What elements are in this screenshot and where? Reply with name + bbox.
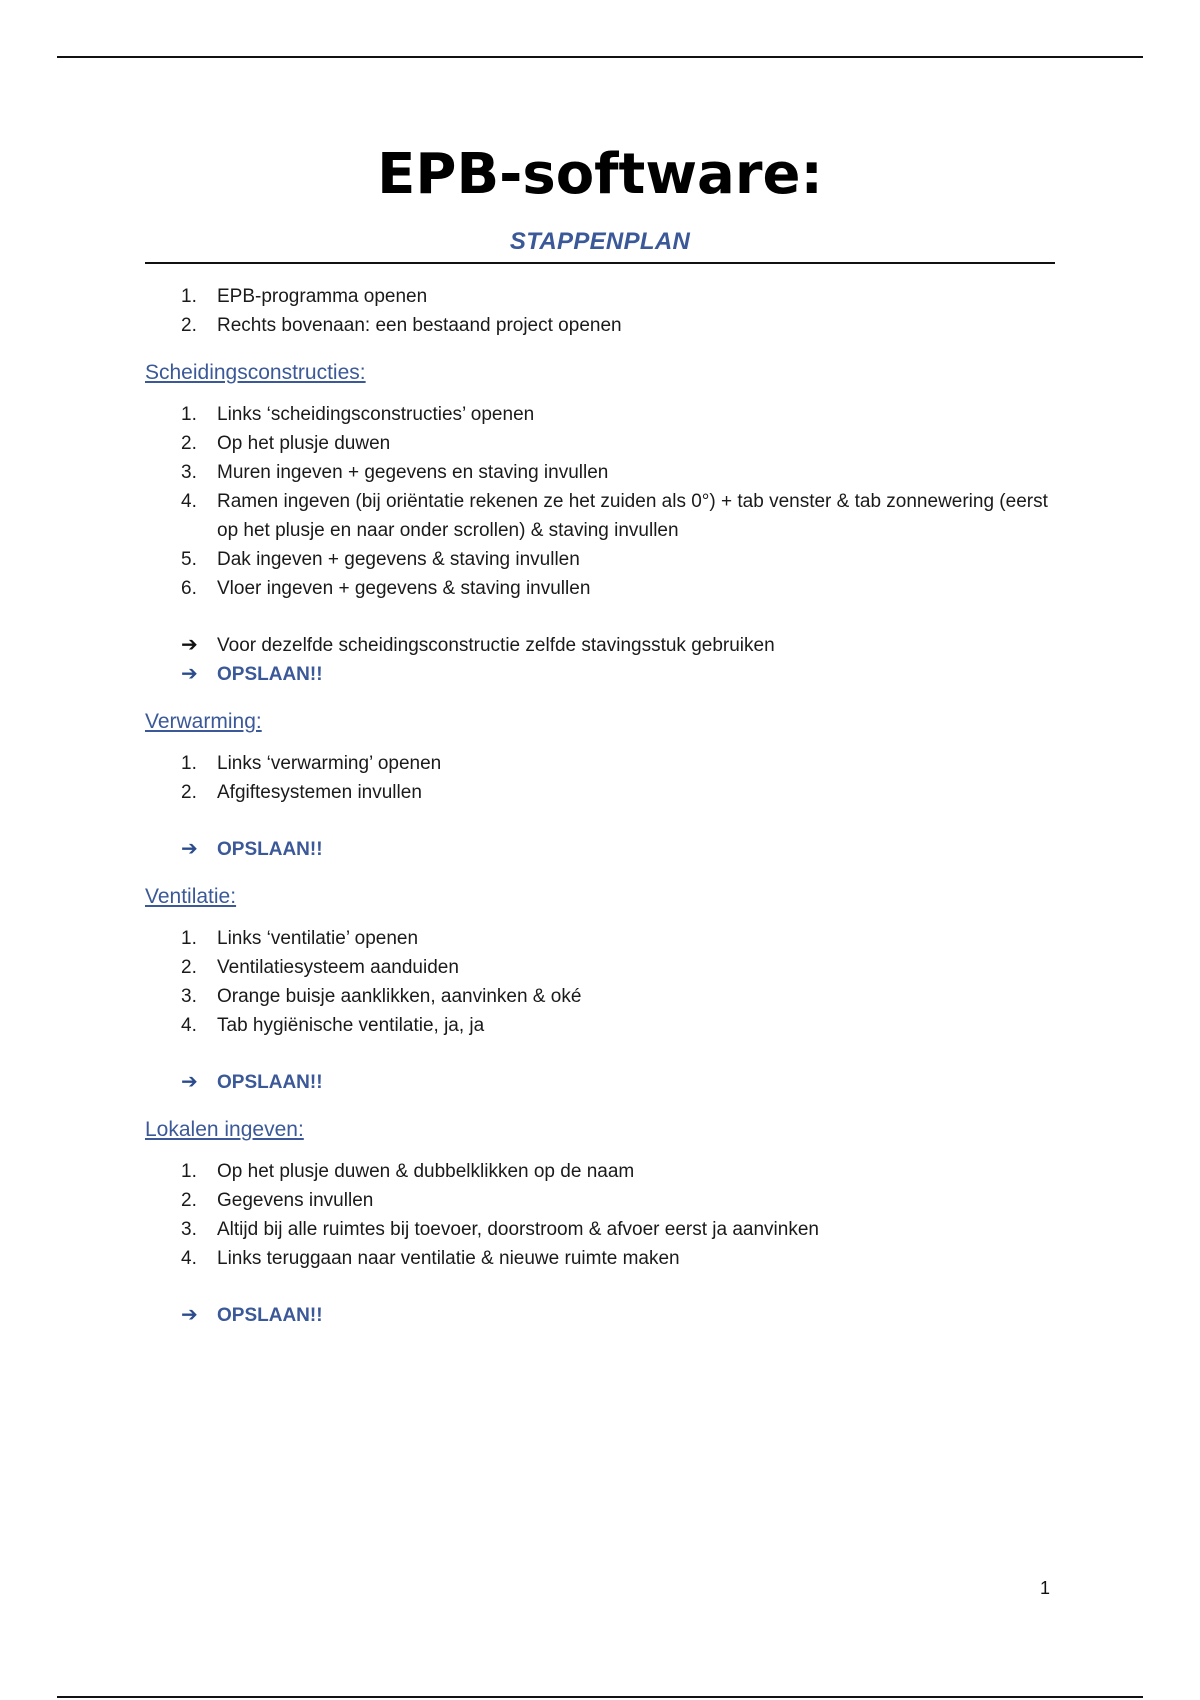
section-steps (145, 1157, 1055, 1273)
list-item (145, 311, 1055, 340)
step-number: 3. (181, 986, 197, 1007)
step-text: Ventilatiesysteem aanduiden (217, 957, 459, 978)
step-number: 4. (181, 491, 197, 512)
page-number: 1 (1040, 1578, 1051, 1598)
save-text: OPSLAAN!! (217, 1305, 323, 1326)
step-text: Links teruggaan naar ventilatie & nieuwe ruimte maken (217, 1248, 680, 1269)
step-text: Vloer ingeven + gegevens & staving invullen (217, 578, 591, 599)
step-number: 3. (181, 1219, 197, 1240)
list-item (145, 982, 1055, 1011)
step-number: 2. (181, 782, 197, 803)
list-item (145, 1244, 1055, 1273)
list-item (145, 487, 1055, 545)
save-reminder (145, 1068, 1055, 1097)
step-text: Gegevens invullen (217, 1190, 374, 1211)
note-line (145, 631, 1055, 660)
step-number: 1. (181, 753, 197, 774)
document-content (145, 140, 1055, 1330)
step-number: 3. (181, 462, 197, 483)
step-number: 2. (181, 433, 197, 454)
section-heading-ventilatie: Ventilatie: (145, 885, 237, 908)
section-heading-lokalen-ingeven: Lokalen ingeven: (145, 1118, 304, 1141)
list-item (145, 574, 1055, 603)
document-title: EPB-software: (377, 142, 823, 207)
arrow-right-icon: ➔ (181, 663, 198, 685)
list-item (145, 429, 1055, 458)
arrow-right-icon: ➔ (181, 1304, 198, 1326)
step-text: Muren ingeven + gegevens en staving invullen (217, 462, 609, 483)
list-item (145, 1215, 1055, 1244)
spacer (145, 807, 1055, 835)
list-item (145, 545, 1055, 574)
step-text: Rechts bovenaan: een bestaand project openen (217, 315, 622, 336)
title-underline (145, 262, 1055, 264)
save-reminder (145, 660, 1055, 689)
arrow-right-icon: ➔ (181, 838, 198, 860)
step-text: Links ‘ventilatie’ openen (217, 928, 419, 949)
step-number: 4. (181, 1248, 197, 1269)
step-number: 2. (181, 1190, 197, 1211)
section-heading-scheidingsconstructies: Scheidingsconstructies: (145, 361, 366, 384)
note-text: Voor dezelfde scheidingsconstructie zelfde stavingsstuk gebruiken (217, 635, 775, 656)
step-text: Tab hygiënische ventilatie, ja, ja (217, 1015, 485, 1036)
step-text: Op het plusje duwen & dubbelklikken op de naam (217, 1161, 635, 1182)
list-item (145, 953, 1055, 982)
step-number: 1. (181, 928, 197, 949)
spacer (145, 603, 1055, 631)
step-text: Links ‘scheidingsconstructies’ openen (217, 404, 535, 425)
step-text: Afgiftesystemen invullen (217, 782, 422, 803)
step-number: 6. (181, 578, 197, 599)
document-subtitle: STAPPENPLAN (509, 228, 691, 255)
save-text: OPSLAAN!! (217, 664, 323, 685)
save-reminder (145, 835, 1055, 864)
list-item (145, 400, 1055, 429)
step-number: 5. (181, 549, 197, 570)
list-item (145, 778, 1055, 807)
step-text: Ramen ingeven (bij oriëntatie rekenen ze het zuiden als 0°) + tab venster & tab zonnewering (eerst op het plusje en naar onder scrollen) & staving invullen (217, 491, 1048, 541)
save-text: OPSLAAN!! (217, 839, 323, 860)
spacer (145, 1040, 1055, 1068)
section-steps (145, 924, 1055, 1040)
save-text: OPSLAAN!! (217, 1072, 323, 1093)
page-bottom-rule (57, 1696, 1143, 1698)
arrow-right-icon: ➔ (181, 1071, 198, 1093)
step-text: EPB-programma openen (217, 286, 428, 307)
step-number: 4. (181, 1015, 197, 1036)
list-item (145, 1011, 1055, 1040)
section-steps (145, 749, 1055, 807)
step-text: Orange buisje aanklikken, aanvinken & oké (217, 986, 582, 1007)
list-item (145, 1186, 1055, 1215)
list-item (145, 924, 1055, 953)
section-heading-verwarming: Verwarming: (145, 710, 262, 733)
step-text: Dak ingeven + gegevens & staving invullen (217, 549, 580, 570)
spacer (145, 1273, 1055, 1301)
step-text: Op het plusje duwen (217, 433, 391, 454)
list-item (145, 1157, 1055, 1186)
step-number: 1. (181, 286, 197, 307)
section-steps (145, 400, 1055, 603)
step-number: 1. (181, 404, 197, 425)
list-item (145, 458, 1055, 487)
step-text: Links ‘verwarming’ openen (217, 753, 442, 774)
step-number: 2. (181, 957, 197, 978)
arrow-right-icon: ➔ (181, 634, 198, 656)
list-item (145, 282, 1055, 311)
save-reminder (145, 1301, 1055, 1330)
step-number: 2. (181, 315, 197, 336)
step-number: 1. (181, 1161, 197, 1182)
list-item (145, 749, 1055, 778)
intro-steps (145, 282, 1055, 340)
step-text: Altijd bij alle ruimtes bij toevoer, doorstroom & afvoer eerst ja aanvinken (217, 1219, 819, 1240)
page-top-rule (57, 56, 1143, 58)
